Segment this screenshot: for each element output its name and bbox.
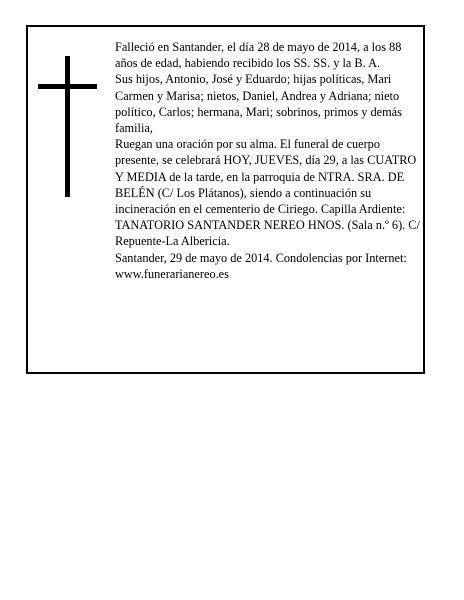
cross-horizontal-bar: [38, 84, 97, 89]
condolences-info: Santander, 29 de mayo de 2014. Condolencias por Internet: www.funerarianereo.es: [115, 250, 407, 281]
obituary-text: [115, 39, 420, 282]
funeral-details: Ruegan una oración por su alma. El funeral de cuerpo presente, se celebrará HOY, JUEVES, día 29, a las CUATRO Y MEDIA de la tarde, en la parroquia de NTRA. SRA. DE BELÉN (C/ Los Plátanos), siendo a continuación su incineración en el cementerio de Ciriego. Capilla Ardiente: TANATORIO SANTANDER NEREO HNOS. (Sala n.º 6). C/ Repuente-La Albericia.: [115, 137, 420, 249]
obituary-notice: [26, 25, 425, 374]
cross-vertical-bar: [65, 56, 70, 197]
death-announcement: Falleció en Santander, el día 28 de mayo de 2014, a los 88 años de edad, habiendo recibido los SS. SS. y la B. A.: [115, 40, 402, 71]
family-list: Sus hijos, Antonio, José y Eduardo; hijas políticas, Mari Carmen y Marisa; nietos, Daniel, Andrea y Adriana; nieto político, Carlos; hermana, Mari; sobrinos, primos y demás familia,: [115, 72, 402, 136]
